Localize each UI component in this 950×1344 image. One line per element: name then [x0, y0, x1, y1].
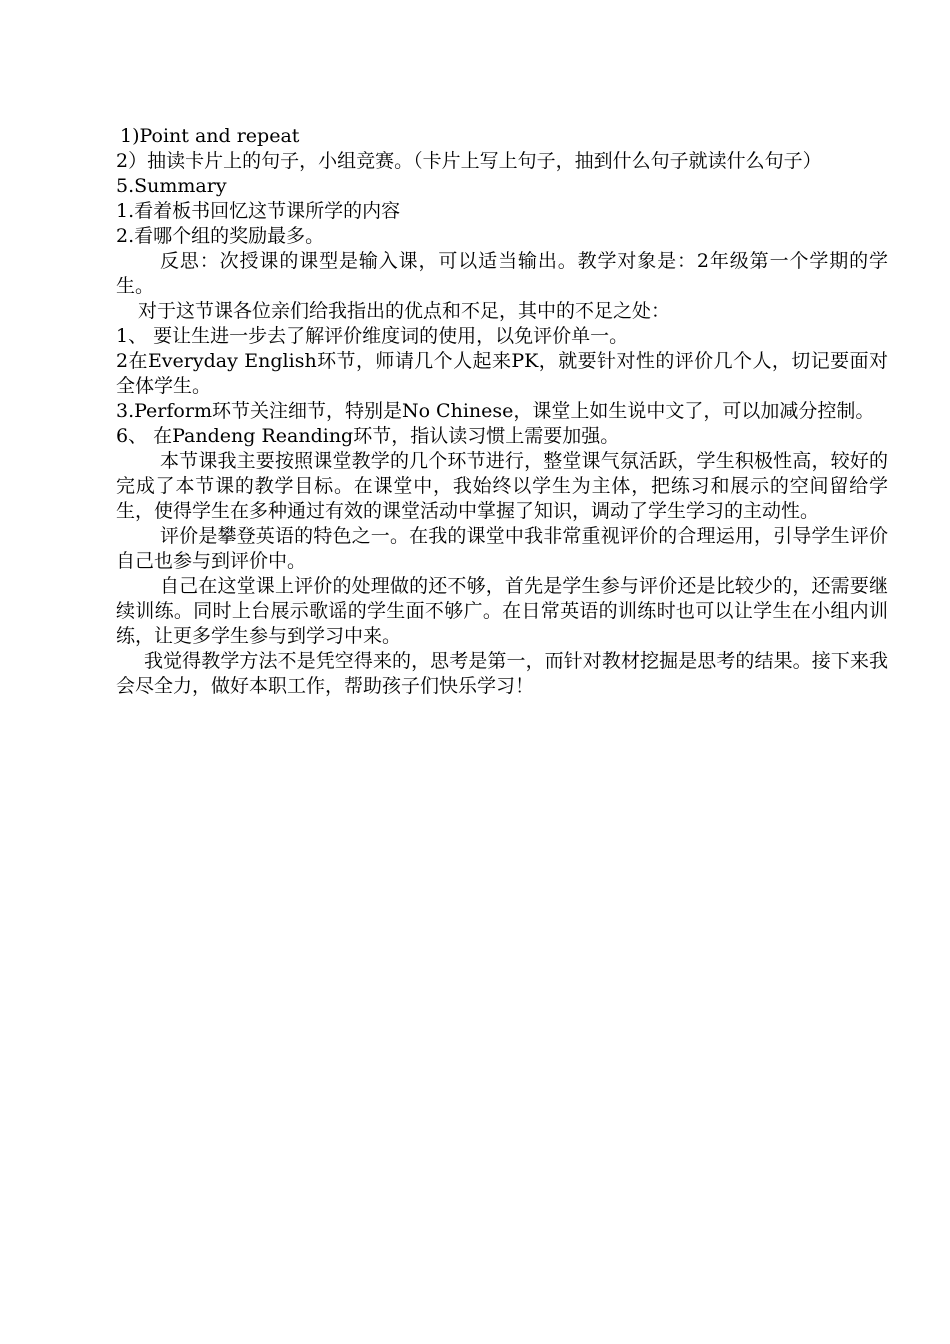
paragraph-shortcoming-6: 6、 在Pandeng Reanding环节，指认读习惯上需要加强。: [116, 425, 620, 447]
paragraph-shortcoming-2: 2在Everyday English环节，师请几个人起来PK，就要针对性的评价几个人，切记要面对全体学生。: [116, 350, 888, 397]
document-body: [116, 124, 888, 699]
paragraph-shortcoming-3: 3.Perform环节关注细节，特别是No Chinese，课堂上如生说中文了，可以加减分控制。: [116, 400, 875, 422]
paragraph-evaluation: 评价是攀登英语的特色之一。在我的课堂中我非常重视评价的合理运用，引导学生评价自己也参与到评价中。: [116, 525, 888, 572]
paragraph-self-assessment: 自己在这堂课上评价的处理做的还不够，首先是学生参与评价还是比较少的，还需要继续训练。同时上台展示歌谣的学生面不够广。在日常英语的训练时也可以让学生在小组内训练，让更多学生参与到学习中来。: [116, 575, 888, 647]
paragraph-feedback-intro: 对于这节课各位亲们给我指出的优点和不足，其中的不足之处：: [138, 300, 671, 322]
paragraph-conclusion: 我觉得教学方法不是凭空得来的，思考是第一，而针对教材挖掘是思考的结果。接下来我会尽全力，做好本职工作，帮助孩子们快乐学习！: [116, 650, 888, 697]
paragraph-card-reading: 2）抽读卡片上的句子，小组竞赛。（卡片上写上句子，抽到什么句子就读什么句子）: [116, 150, 822, 172]
paragraph-lesson-summary: 本节课我主要按照课堂教学的几个环节进行，整堂课气氛活跃，学生积极性高，较好的完成了本节课的教学目标。在课堂中，我始终以学生为主体，把练习和展示的空间留给学生，使得学生在多种通过有效的课堂活动中掌握了知识，调动了学生学习的主动性。: [116, 450, 888, 522]
paragraph-summary-heading: 5.Summary: [116, 175, 227, 197]
paragraph-summary-item-1: 1.看着板书回忆这节课所学的内容: [116, 200, 401, 222]
paragraph-shortcoming-1: 1、 要让生进一步去了解评价维度词的使用，以免评价单一。: [116, 325, 629, 347]
paragraph-summary-item-2: 2.看哪个组的奖励最多。: [116, 225, 325, 247]
paragraph-reflection: 反思：次授课的课型是输入课，可以适当输出。教学对象是：2年级第一个学期的学生。: [116, 250, 888, 297]
paragraph-point-and-repeat: 1)Point and repeat: [120, 125, 300, 147]
